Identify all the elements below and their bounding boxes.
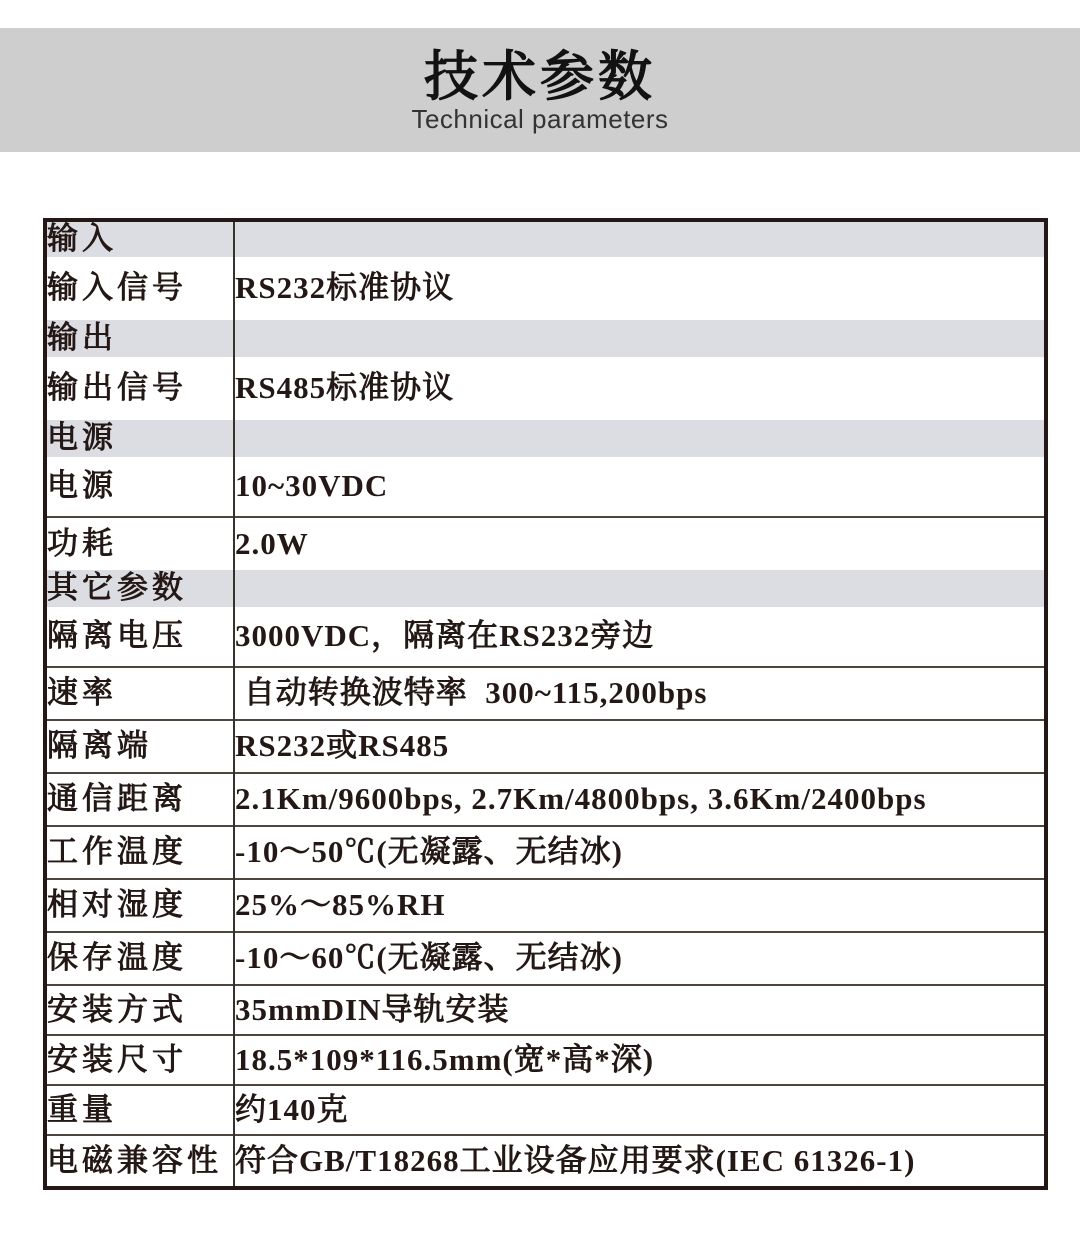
table-row: [45, 1135, 1046, 1188]
param-value: -10～50℃(无凝露、无结冰): [234, 826, 1046, 879]
param-value: -10～60℃(无凝露、无结冰): [234, 932, 1046, 985]
param-label: 隔离端: [45, 720, 234, 773]
spec-table-body: [45, 220, 1046, 1188]
param-value: 3000VDC，隔离在RS232旁边: [235, 618, 655, 654]
table-row: [45, 1085, 1046, 1135]
param-value: RS485标准协议: [235, 370, 455, 406]
param-label: 功耗: [45, 517, 234, 570]
table-row: [45, 932, 1046, 985]
table-row: [45, 667, 1046, 720]
param-label: 电源: [45, 457, 234, 517]
table-section-row: [45, 420, 1046, 457]
param-value: 约140克: [234, 1085, 1046, 1135]
param-label: 速率: [45, 667, 234, 720]
section-label: 其它参数: [45, 570, 234, 607]
table-section-row: [45, 570, 1046, 607]
param-label: 隔离电压: [45, 607, 234, 667]
section-value: [234, 570, 1046, 607]
param-label: 输入信号: [45, 257, 234, 320]
table-row: [45, 773, 1046, 826]
param-value: 18.5*109*116.5mm(宽*高*深): [234, 1035, 1046, 1085]
table-row: [45, 1035, 1046, 1085]
param-label: 相对湿度: [45, 879, 234, 932]
table-row: [45, 517, 1046, 570]
table-row: [45, 826, 1046, 879]
param-label: 工作温度: [45, 826, 234, 879]
table-row: [45, 879, 1046, 932]
param-value: 2.0W: [234, 517, 1046, 570]
param-label: 安装方式: [45, 985, 234, 1035]
section-value: [234, 420, 1046, 457]
page-subtitle: Technical parameters: [411, 104, 669, 135]
param-value: 35mmDIN导轨安装: [234, 985, 1046, 1035]
spec-table: [43, 218, 1048, 1190]
param-value: 25%～85%RH: [234, 879, 1046, 932]
table-row: [45, 257, 1046, 320]
param-label: 电磁兼容性: [45, 1135, 234, 1188]
table-section-row: [45, 320, 1046, 357]
section-value: [234, 320, 1046, 357]
param-value: RS232标准协议: [235, 270, 455, 306]
title-banner: [0, 28, 1080, 152]
page-title: 技术参数: [424, 47, 656, 108]
table-row: [45, 357, 1046, 420]
param-label: 重量: [45, 1085, 234, 1135]
param-label: 安装尺寸: [45, 1035, 234, 1085]
param-value: RS232或RS485: [234, 720, 1046, 773]
section-label: 输入: [45, 220, 234, 257]
param-value: 10~30VDC: [235, 468, 389, 504]
param-value: 2.1Km/9600bps, 2.7Km/4800bps, 3.6Km/2400bps: [234, 773, 1046, 826]
table-section-row: [45, 220, 1046, 257]
param-label: 输出信号: [45, 357, 234, 420]
param-value: 符合GB/T18268工业设备应用要求(IEC 61326-1): [234, 1135, 1046, 1188]
section-value: [234, 220, 1046, 257]
param-label: 通信距离: [45, 773, 234, 826]
table-row: [45, 457, 1046, 517]
table-row: [45, 607, 1046, 667]
section-label: 电源: [45, 420, 234, 457]
table-row: [45, 720, 1046, 773]
param-value: 自动转换波特率 300~115,200bps: [234, 667, 1046, 720]
param-label: 保存温度: [45, 932, 234, 985]
section-label: 输出: [45, 320, 234, 357]
table-row: [45, 985, 1046, 1035]
